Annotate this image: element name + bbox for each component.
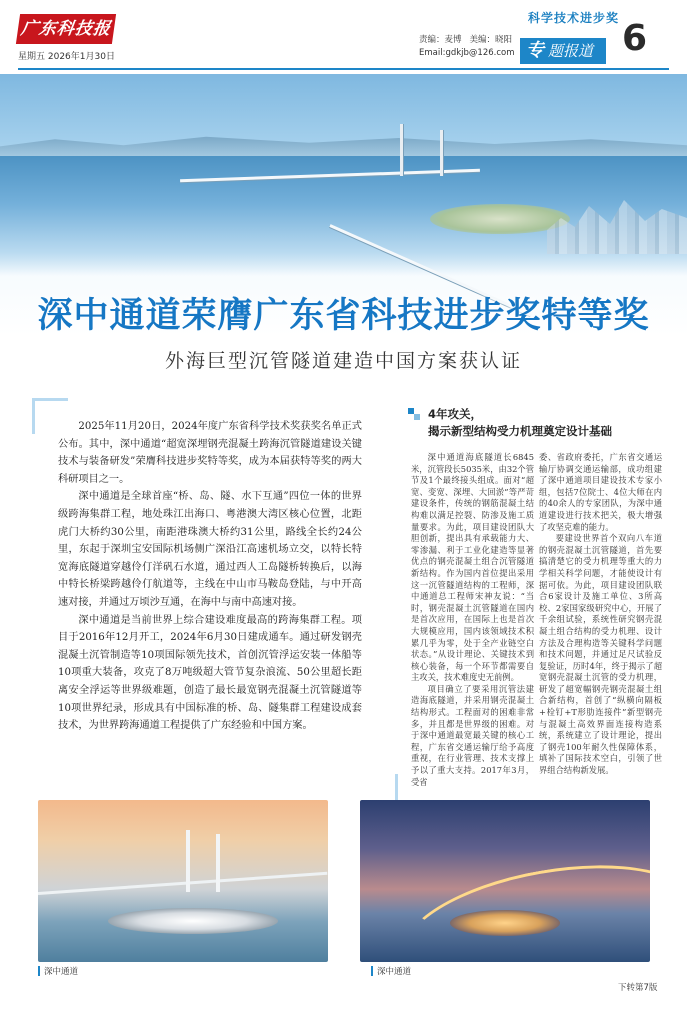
section-label: 科学技术进步奖: [528, 11, 620, 25]
photo1-bridge-deck: [38, 872, 327, 895]
photo2-caption: 深中通道: [377, 967, 412, 977]
editor-name: 责编：麦博: [419, 35, 462, 45]
page-subheadline: 外海巨型沉管隧道建造中国方案获认证: [164, 350, 522, 372]
photo1-caption: 深中通道: [44, 967, 79, 977]
newspaper-logo: 广东科技报: [16, 14, 116, 44]
continued-note: 下转第7版: [618, 983, 658, 993]
intro-text: [58, 418, 362, 735]
designer-name: 美编：晓阳: [469, 35, 513, 45]
photo2-lit-road: [392, 845, 650, 962]
article-column-2: [539, 452, 662, 777]
hero-distant-land: [0, 132, 687, 156]
photo-shenzhong-link-dusk: [360, 800, 650, 962]
caption-marker: [38, 966, 40, 976]
photo1-artificial-island: [108, 908, 278, 934]
article-paragraph: 深中通道海底隧道长6845米，沉管段长5035米，由32个管节及1个最终接头组成。面对“超宽、变宽、深埋、大回淤”等严苛建设条件，传统的钢筋混凝土结构难以满足控裂、防渗及施工质量要求。为此，项目建设团队大胆创新，提出具有承载能力大、零渗漏、利于工业化建造等显著优点的钢壳混凝土组合沉管隧道新结构。作为国内首位提出采用这一沉管隧道结构的工程师，深中通道总工程师宋神友说：“当时，钢壳混凝土沉管隧道在国内是首次应用，在国际上也是首次大规模应用，国内该领域技术积累几乎为零，处于全产业链空白状态。”从设计理论、关键技术到核心装备，每一个环节都需要自主攻关，技术难度史无前例。: [411, 452, 534, 683]
photo1-bridge-tower: [216, 834, 220, 892]
special-report-char: 专: [526, 40, 544, 61]
section-title-line2: 揭示新型结构受力机理奠定设计基础: [428, 424, 612, 438]
photo2-artificial-island: [450, 910, 560, 936]
intro-paragraph: 2025年11月20日，2024年度广东省科学技术奖获奖名单正式公布。其中，深中通道“超宽深埋钢壳混凝土跨海沉管隧道建设关键技术与装备研发”荣膺科技进步奖特等奖，成为本届获特等奖的两大科研项目之一。: [58, 421, 362, 485]
special-report-badge: [520, 38, 606, 64]
hero-bridge-tower: [440, 130, 443, 176]
intro-paragraph: 深中通道是当前世界上综合建设难度最高的跨海集群工程。项目于2016年12月开工，2024年6月30日建成通车。通过研发钢壳混凝土沉管制造等10项国际领先技术，首创沉管浮运安装一体船等10项重大装备，攻克了8万吨级超大管节复杂浪流、50公里超长距离安全浮运等世界级难题，创造了最长最宽钢壳混凝土沉管隧道等10项世界纪录，形成具有中国标准的桥、岛、隧集群工程建设成套技术，为世界跨海通道工程提供了广东经验和中国方案。: [58, 614, 362, 732]
article-paragraph: 委、省政府委托，广东省交通运输厅协调交通运输部，成功组建了深中通道项目建设技术专家小组，包括7位院士、4位大师在内的40余人的专家团队，为深中通道建设进行技术把关，极大增强了攻坚克难的能力。: [539, 452, 662, 532]
masthead: [0, 0, 687, 74]
editor-info: [419, 34, 523, 60]
article-paragraph: 要建设世界首个双向八车道的钢壳混凝土沉管隧道，首先要搞清楚它的受力机理等重大的力学相关科学问题，才能使设计有据可依。为此，项目建设团队联合6家设计及施工单位、3所高校、2家国家级研究中心，开展了千余组试验，系统性研究钢壳混凝土组合结构的受力机理、设计方法及合理构造等关键科学问题和技术问题，并通过足尺试验反复验证，历时4年，终于揭示了超宽钢壳混凝土沉管的受力机理，研发了超宽幅钢壳钢壳混凝土组合新结构，首创了“纵横向隔板+栓钉+T形肋连接件”新型钢壳与混凝土高效界面连接构造系统，系统建立了设计理论，提出了钢壳100年耐久性保障体系，填补了国际技术空白，引领了世界组合结构新发展。: [539, 533, 662, 776]
issue-date: 星期五 2026年1月30日: [18, 52, 115, 62]
intro-paragraph: 深中通道是全球首座“桥、岛、隧、水下互通”四位一体的世界级跨海集群工程，地处珠江出海口、粤港澳大湾区核心位置，北距虎门大桥约30公里，南距港珠澳大桥约31公里，路线全长约24公里，东起于深圳宝安国际机场侧广深沿江高速机场立交，以特长特宽海底隧道穿越伶仃洋矾石水道，通过西人工岛隧桥转换后，以海中特长桥梁跨越伶仃航道等，主线在中山市马鞍岛登陆，与中开高速对接，并通过万顷沙互通，在海中与南中高速对接。: [58, 491, 362, 608]
section-title-line1: 4年攻关，: [428, 407, 483, 421]
caption-marker: [371, 966, 373, 976]
special-report-text: 题报道: [548, 42, 594, 60]
section-bullet-icon: [408, 408, 420, 420]
contact-email[interactable]: Email:gdkjb@126.com: [419, 48, 515, 58]
photo-shenzhong-link-day: [38, 800, 328, 962]
page-headline: 深中通道荣膺广东省科技进步奖特等奖: [37, 296, 650, 336]
header-rule: [18, 68, 669, 70]
page-number: 6: [622, 18, 648, 59]
article-paragraph: 项目确立了要采用沉管法建造海底隧道，并采用钢壳混凝土结构形式。工程面对的困难非常多，并且都是世界级的困难。对于深中通道最宽最关键的核心工程，广东省交通运输厅给予高度重视，在行业管理、技术支撑上予以了重大支持。2017年3月，受省: [411, 683, 534, 787]
photo1-bridge-tower: [186, 830, 190, 892]
article-column-1: [411, 452, 534, 788]
hero-bridge-tower: [400, 124, 403, 176]
